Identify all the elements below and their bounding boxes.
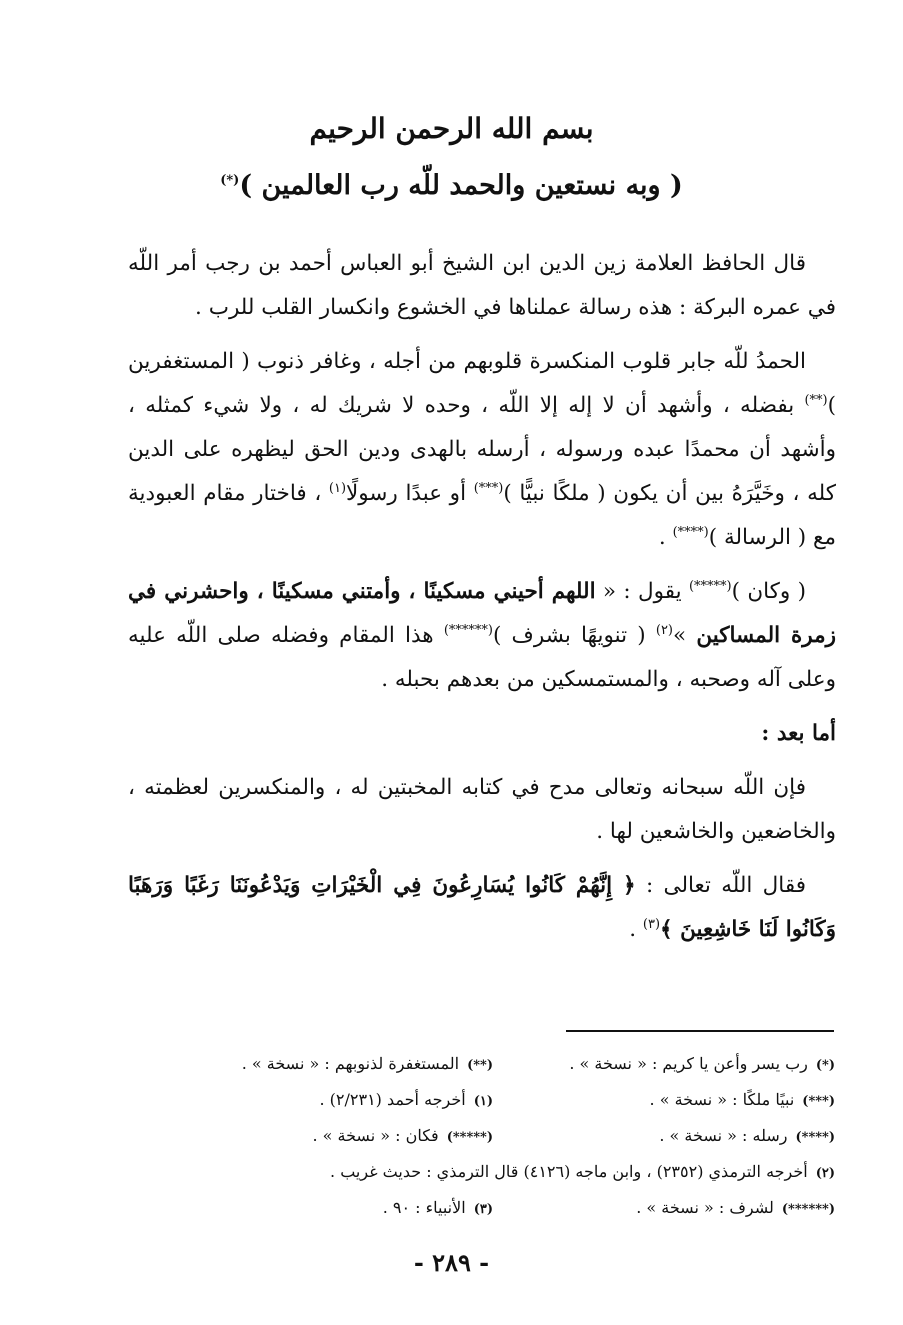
footnote-ref: (*): [220, 173, 240, 188]
footnote-item: [151, 1046, 493, 1082]
footnote-ref: (٢): [655, 622, 673, 638]
footnote-item: [150, 1154, 835, 1190]
footnote-row: [150, 1082, 835, 1118]
paragraph-praise: [128, 340, 836, 560]
footnote-marker: (***): [802, 1094, 835, 1109]
footnote-text: أخرجه أحمد (٢/٢٣١) .: [319, 1090, 466, 1109]
footnote-item: [493, 1082, 835, 1118]
footnote-ref: (**): [804, 392, 828, 408]
footnote-row: [150, 1154, 835, 1190]
text-run: أو عبدًا رسولًا: [346, 481, 474, 506]
footnote-marker: (****): [795, 1130, 835, 1145]
footnote-ref: (***): [473, 480, 504, 496]
footnote-ref: (٣): [642, 916, 661, 932]
subtitle-heading: [0, 170, 903, 201]
text-run: يقول : «: [595, 579, 689, 604]
text-run: »: [673, 623, 697, 648]
footnote-marker: (١): [473, 1094, 493, 1109]
footnote-marker: (*): [815, 1058, 835, 1073]
footnote-item: [151, 1118, 493, 1154]
footnote-row: [150, 1118, 835, 1154]
footnote-text: المستغفرة لذنوبهم : « نسخة » .: [241, 1054, 460, 1073]
text-run: هذا المقام وفضله صلى اللّه عليه وعلى آله وصحبه ، والمستمسكين من بعدهم بحبله .: [128, 623, 836, 692]
footnote-item: [151, 1082, 493, 1118]
paragraph-intro: قال الحافظ العلامة زين الدين ابن الشيخ أبو العباس أحمد بن رجب أمر اللّه في عمره البركة : هذه رسالة عملناها في الخشوع وانكسار القلب للرب .: [128, 251, 836, 320]
footnotes-section: [150, 1046, 835, 1226]
footnote-item: [151, 1190, 493, 1226]
subtitle-text: ( وبه نستعين والحمد للّه رب العالمين ): [239, 170, 683, 201]
footnote-ref: (****): [672, 524, 709, 540]
footnote-marker: (٢): [815, 1166, 835, 1181]
footnote-ref: (*****): [688, 578, 732, 594]
text-run: ، فاختار مقام العبودية مع ( الرسالة ): [128, 481, 836, 550]
paragraph-quran-verse: [128, 864, 836, 952]
footnote-marker: (**): [467, 1058, 493, 1073]
paragraph-hadith: [128, 570, 836, 702]
footnote-text: لشرف : « نسخة » .: [636, 1198, 774, 1217]
footnote-ref: (١): [328, 480, 347, 496]
page-number: - ٢٨٩ -: [413, 1248, 490, 1277]
text-run: .: [658, 525, 673, 550]
quran-verse: ﴿ إِنَّهُمْ كَانُوا يُسَارِعُونَ فِي الْخَيْرَاتِ وَيَدْعُونَنَا رَغَبًا وَرَهَبًا وَكَانُوا لَنَا خَاشِعِينَ ﴾: [128, 873, 836, 942]
paragraph-praise-humble: فإن اللّه سبحانه وتعالى مدح في كتابه المخبتين له ، والمنكسرين لعظمته ، والخاضعين والخاشعين لها .: [128, 775, 836, 844]
text-run: بفضله ، وأشهد أن لا إله إلا اللّه ، وحده لا شريك له ، ولا شيء كمثله ، وأشهد أن محمدًا عبده ورسوله ، أرسله بالهدى ودين الحق ليظهره على الدين كله ، وخَيَّرَهُ بين أن يكون ( ملكًا نبيًّا ): [128, 393, 836, 506]
footnote-item: [493, 1190, 835, 1226]
footnote-marker: (******): [781, 1202, 835, 1217]
basmala-heading: بسم الله الرحمن الرحيم: [309, 112, 594, 145]
footnote-text: رب يسر وأعن يا كريم : « نسخة » .: [569, 1054, 808, 1073]
text-run: الحمدُ للّه جابر قلوب المنكسرة قلوبهم من أجله ، وغافر ذنوب ( المستغفرين ): [128, 349, 836, 418]
footnote-text: فكان : « نسخة » .: [312, 1126, 439, 1145]
footnote-text: نبيًا ملكًا : « نسخة » .: [649, 1090, 795, 1109]
footnote-divider: [566, 1030, 834, 1032]
footnote-marker: (٣): [473, 1202, 493, 1217]
main-text: [128, 242, 836, 962]
text-run: فقال اللّه تعالى :: [635, 873, 806, 898]
footnote-item: [493, 1046, 835, 1082]
footnote-text: الأنبياء : ٩٠ .: [382, 1198, 466, 1217]
footnote-text: أخرجه الترمذي (٢٣٥٢) ، وابن ماجه (٤١٢٦) قال الترمذي : حديث غريب .: [330, 1162, 808, 1181]
footnote-marker: (*****): [446, 1130, 493, 1145]
footnote-text: رسله : « نسخة » .: [659, 1126, 788, 1145]
text-run: ( تنويهًا بشرف ): [492, 623, 656, 648]
footnote-item: [493, 1118, 835, 1154]
text-run: ( وكان ): [731, 579, 807, 604]
footnote-ref: (******): [443, 622, 493, 638]
section-heading: أما بعد :: [761, 721, 836, 746]
footnote-row: [150, 1190, 835, 1226]
footnote-row: [150, 1046, 835, 1082]
hadith-quote: اللهم أحيني مسكينًا ، وأمتني مسكينًا ، واحشرني في زمرة المساكين: [128, 579, 837, 648]
text-run: .: [629, 917, 643, 942]
